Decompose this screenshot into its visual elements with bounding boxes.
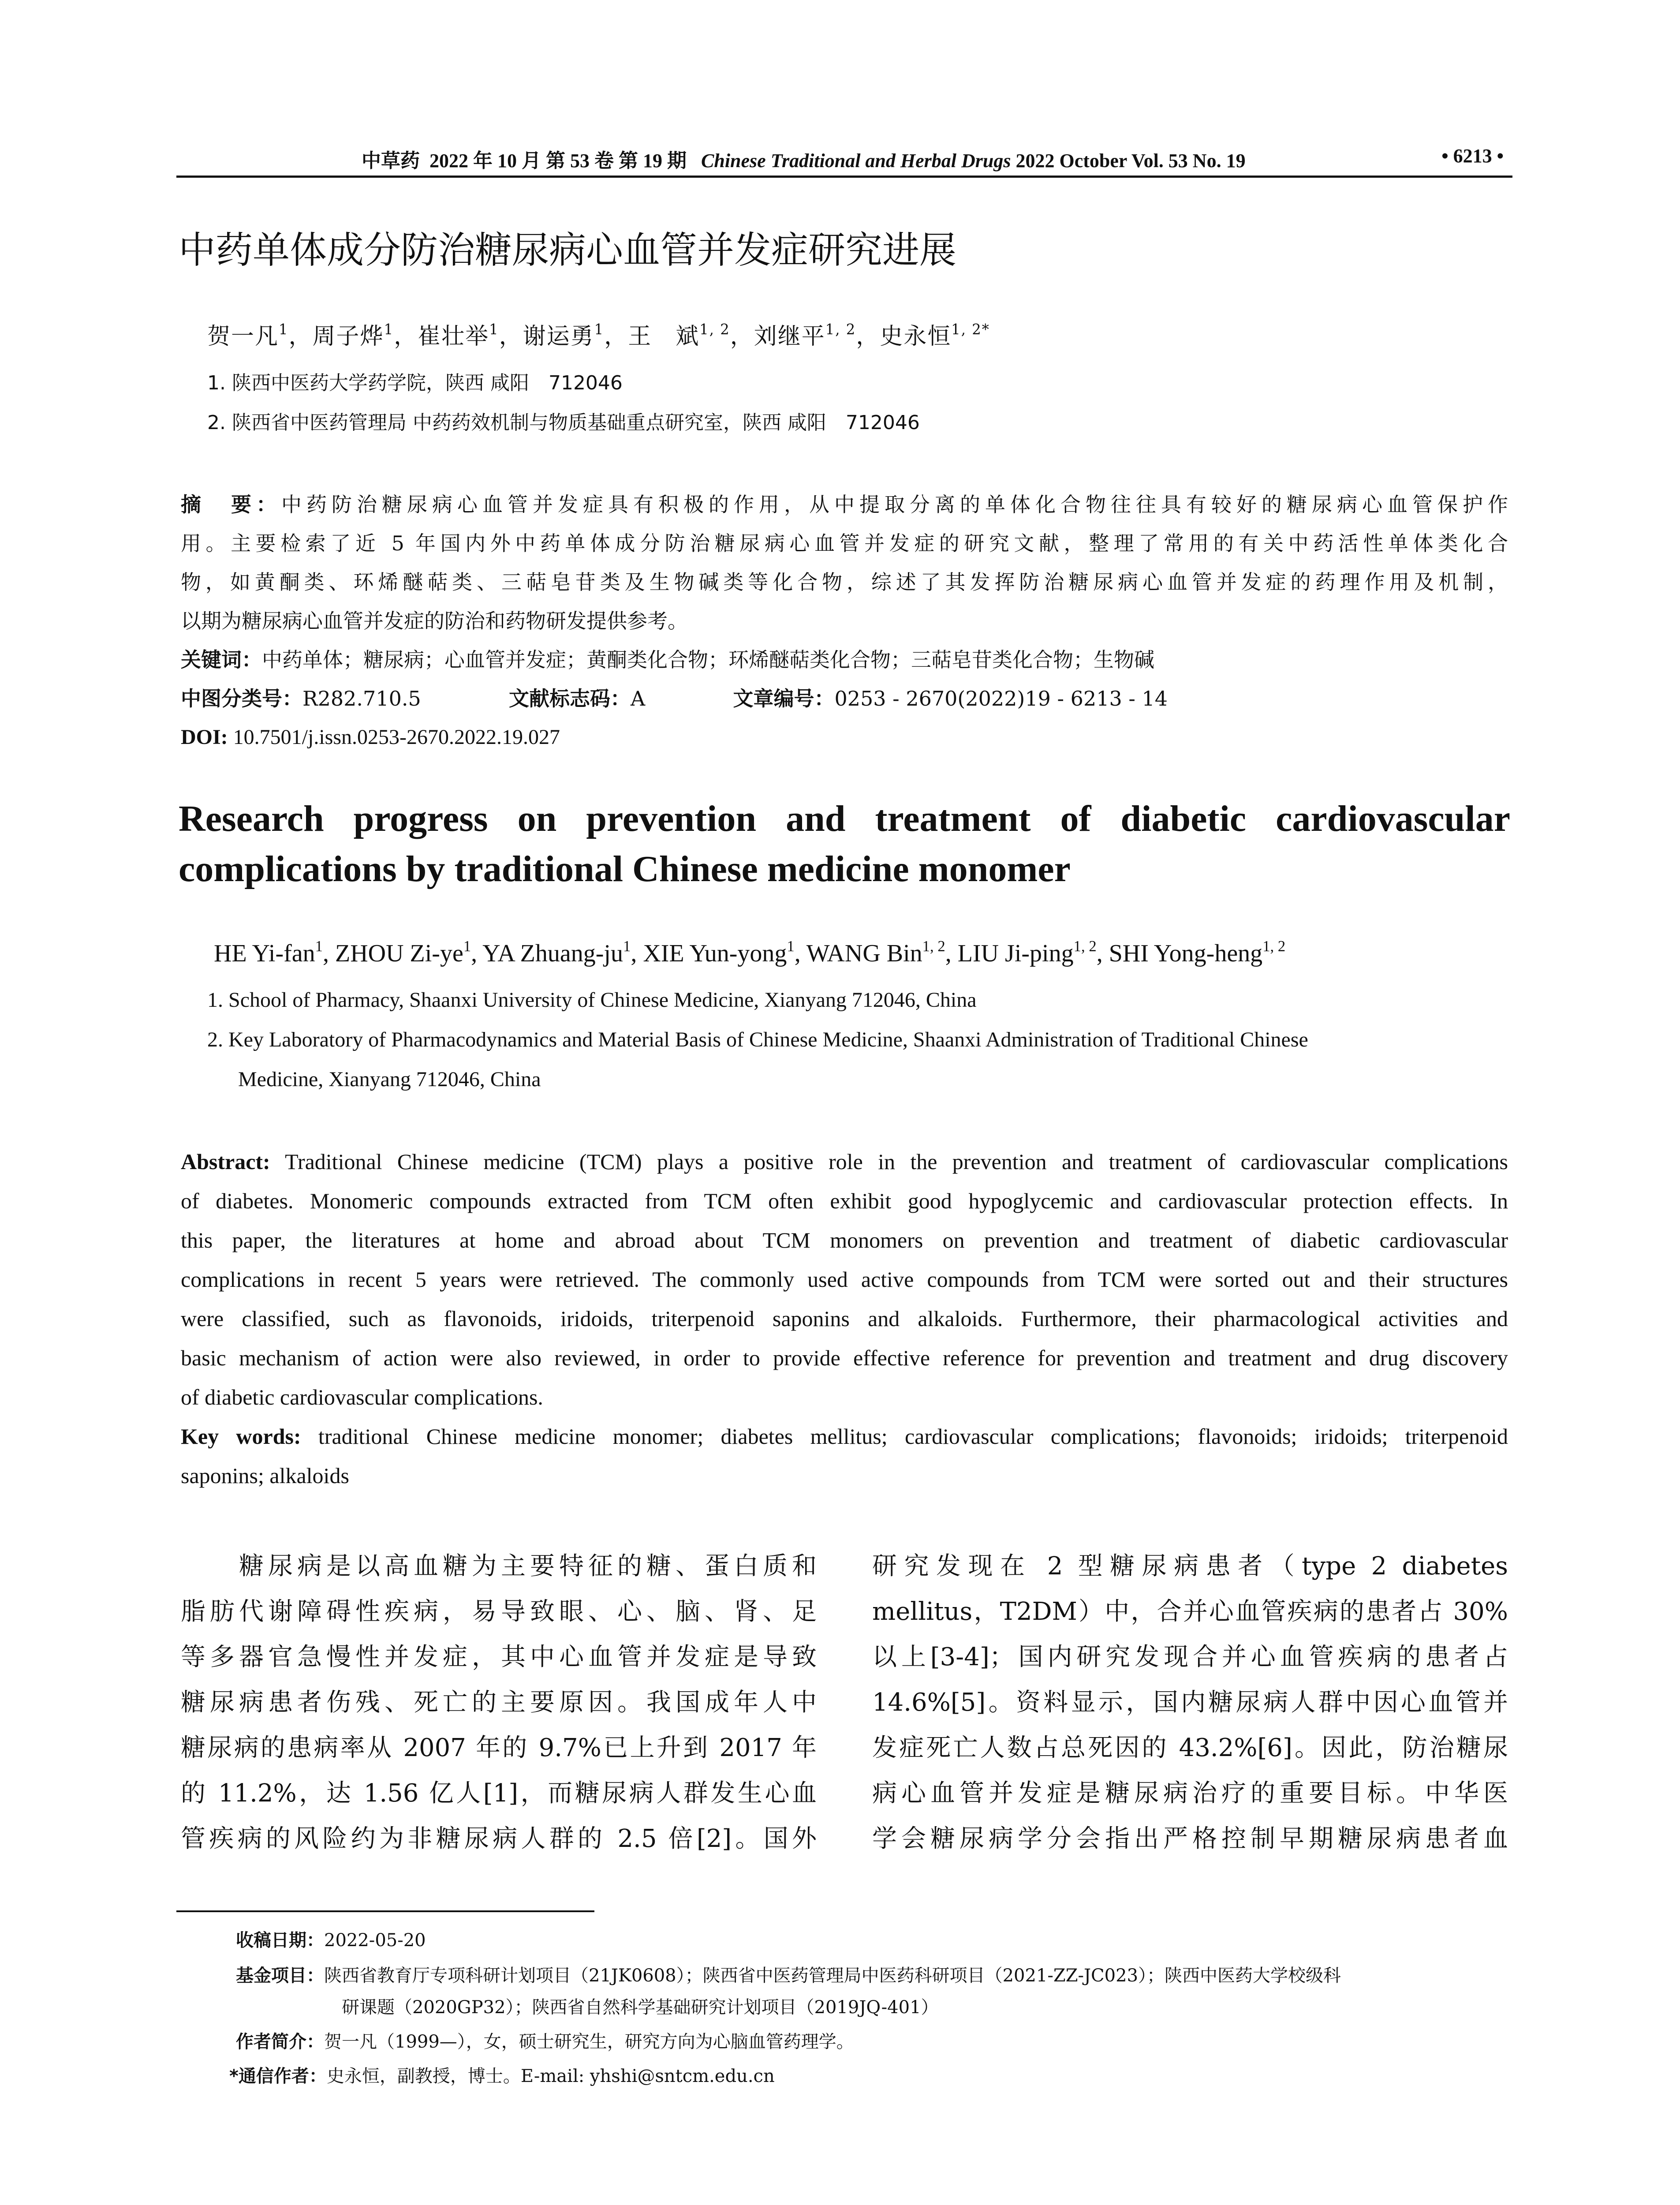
doi-value: 10.7501/j.issn.0253-2670.2022.19.027 xyxy=(233,725,560,749)
footnote-corresponding: *通信作者：史永恒，副教授，博士。E-mail: yhshi@sntcm.edu.cn xyxy=(229,2066,775,2086)
running-header xyxy=(176,140,1512,171)
abstract-cn-line: 以期为糖尿病心血管并发症的防治和药物研发提供参考。 xyxy=(181,609,688,633)
author-en-2: ZHOU $Zi-ye^1$ xyxy=(335,937,471,967)
body-line: 发症死亡人数占总死因的 43.2%[6]。因此，防治糖尿 xyxy=(872,1734,1508,1762)
authors-en: HE Yi-fan$^1$, ZHOU $Zi-ye^1$, YA Zhuang-$ju^1$, XIE Yun-yong$^1$, WANG Bin$^{1, 2}$, LIU Ji-ping$^{1, 2}$, SHI Yong-heng$^{1, 2}$ xyxy=(214,937,1286,967)
body-line: 以上[3-4]；国内研究发现合并心血管疾病的患者占 xyxy=(872,1643,1508,1671)
article-number: 文章编号：0253 - 2670(2022)19 - 6213 - 14 xyxy=(733,687,1168,710)
abstract-cn-label: 摘 要： xyxy=(181,493,281,516)
abstract-cn xyxy=(181,485,1508,640)
author-en-3: YA Zhuang-$ju^1$ xyxy=(482,937,631,967)
author-cn-6: 刘继平$^{1, 2}$ xyxy=(754,321,856,350)
issue-en: 2022 October Vol. 53 No. 19 xyxy=(1015,150,1246,172)
keywords-cn: 关键词：中药单体；糖尿病；心血管并发症；黄酮类化合物；环烯醚萜类化合物；三萜皂苷类化合物；生物碱 xyxy=(181,648,1154,672)
author-en-7: SHI Yong-heng$^{1, 2}$ xyxy=(1109,937,1286,967)
document-code: 文献标志码：A xyxy=(509,687,646,710)
keywords-en-line: saponins; alkaloids xyxy=(181,1463,349,1488)
author-en-4: XIE Yun-yong$^1$ xyxy=(643,937,795,967)
abstract-en-line: of diabetes. Monomeric compounds extracted from TCM often exhibit good hypoglycemic and cardiovascular protection effects. In xyxy=(181,1188,1508,1213)
body-line: 管疾病的风险约为非糖尿病人群的 2.5 倍[2]。国外 xyxy=(181,1824,817,1853)
author-cn-7: 史永恒$^{1, 2*}$ xyxy=(880,321,990,350)
header-rule xyxy=(176,176,1512,178)
keywords-en-label: Key words: xyxy=(181,1424,301,1449)
abstract-en-line: basic mechanism of action were also reviewed, in order to provide effective reference for prevention and treatment and drug discovery xyxy=(181,1345,1508,1370)
classification-line xyxy=(181,679,1508,718)
body-column-left xyxy=(181,1544,817,1861)
footnote-author: 作者简介：贺一凡（1999—），女，硕士研究生，研究方向为心脑血管药理学。 xyxy=(236,2032,854,2052)
abstract-en-line: of diabetic cardiovascular complications. xyxy=(181,1385,543,1409)
author-cn-4: 谢运勇$^1$ xyxy=(523,321,605,350)
keywords-en-line: Key words: traditional Chinese medicine monomer; diabetes mellitus; cardiovascular complications; flavonoids; iridoids; triterpenoid xyxy=(181,1424,1508,1449)
header-citation xyxy=(362,145,1246,173)
abstract-cn-line: 用。主要检索了近 5 年国内外中药单体成分防治糖尿病心血管并发症的研究文献，整理了常用的有关中药活性单体类化合 xyxy=(181,531,1508,555)
author-en-1: HE Yi-fan$^1$ xyxy=(214,937,323,967)
issue-cn: 2022 年 10 月 第 53 卷 第 19 期 xyxy=(429,150,687,172)
body-line: 的 11.2%，达 1.56 亿人[1]，而糖尿病人群发生心血 xyxy=(181,1779,817,1808)
footnote-received: 收稿日期：2022-05-20 xyxy=(236,1930,426,1951)
footnote-fund-cont: 研课题（2020GP32）；陕西省自然科学基础研究计划项目（2019JQ-401） xyxy=(342,1997,939,2018)
journal-name-en: Chinese Traditional and Herbal Drugs xyxy=(701,150,1011,172)
body-line: 糖尿病患者伤残、死亡的主要原因。我国成年人中 xyxy=(181,1688,817,1717)
footnote-fund: 基金项目：陕西省教育厅专项科研计划项目（21JK0608）；陕西省中医药管理局中医药科研项目（2021-ZZ-JC023）；陕西中医药大学校级科 xyxy=(236,1966,1341,1986)
affiliation-en-2: 2. Key Laboratory of Pharmacodynamics and Material Basis of Chinese Medicine, Shaanxi Administration of Traditional Chinese xyxy=(207,1028,1308,1051)
abstract-cn-line: 摘 要：中药防治糖尿病心血管并发症具有积极的作用，从中提取分离的单体化合物往往具有较好的糖尿病心血管保护作 xyxy=(181,493,1508,516)
clc-number: 中图分类号：R282.710.5 xyxy=(181,687,421,710)
author-en-6: LIU Ji-ping$^{1, 2}$ xyxy=(957,937,1097,967)
body-line: 研究发现在 2 型糖尿病患者（type 2 diabetes xyxy=(872,1552,1508,1581)
abstract-en-label: Abstract: xyxy=(181,1149,270,1174)
journal-name-cn: 中草药 xyxy=(362,149,420,172)
abstract-en xyxy=(181,1142,1508,1495)
affiliation-en-2-cont: Medicine, Xianyang 712046, China xyxy=(238,1068,541,1091)
authors-cn: 贺一凡$^1$，周子烨$^1$，崔壮举$^1$，谢运勇$^1$，王 斌$^{1, 2}$，刘继平$^{1, 2}$，史永恒$^{1, 2*}$ xyxy=(207,321,990,350)
body-line: 病心血管并发症是糖尿病治疗的重要目标。中华医 xyxy=(872,1779,1508,1808)
body-line: 脂肪代谢障碍性疾病，易导致眼、心、脑、肾、足 xyxy=(181,1597,817,1626)
body-line: 等多器官急慢性并发症，其中心血管并发症是导致 xyxy=(181,1643,817,1671)
body-line: 糖尿病的患病率从 2007 年的 9.7%已上升到 2017 年 xyxy=(181,1734,817,1762)
body-line: 糖尿病是以高血糖为主要特征的糖、蛋白质和 xyxy=(181,1552,817,1581)
doi-label: DOI: xyxy=(181,725,228,749)
abstract-cn-line: 物，如黄酮类、环烯醚萜类、三萜皂苷类及生物碱类等化合物，综述了其发挥防治糖尿病心血管并发症的药理作用及机制， xyxy=(181,570,1508,594)
affiliation-cn-1: 1. 陕西中医药大学药学院，陕西 咸阳 712046 xyxy=(207,372,623,394)
body-line: 学会糖尿病学分会指出严格控制早期糖尿病患者血 xyxy=(872,1824,1508,1853)
body-line: 14.6%[5]。资料显示，国内糖尿病人群中因心血管并 xyxy=(872,1688,1508,1717)
affiliation-en-1: 1. School of Pharmacy, Shaanxi University of Chinese Medicine, Xianyang 712046, China xyxy=(207,988,977,1012)
author-cn-5: 王 斌$^{1, 2}$ xyxy=(628,321,730,350)
abstract-en-line: this paper, the literatures at home and abroad about TCM monomers on prevention and treatment of diabetic cardiovascular xyxy=(181,1228,1508,1252)
title-cn: 中药单体成分防治糖尿病心血管并发症研究进展 xyxy=(179,228,957,272)
footnote-rule xyxy=(176,1910,594,1912)
body-line: mellitus，T2DM）中，合并心血管疾病的患者占 30% xyxy=(872,1597,1508,1626)
page-number: • 6213 • xyxy=(1441,145,1504,167)
author-en-5: WANG Bin$^{1, 2}$ xyxy=(806,937,945,967)
abstract-en-line: complications in recent 5 years were retrieved. The commonly used active compounds from TCM were sorted out and their structures xyxy=(181,1267,1508,1292)
author-cn-3: 崔壮举$^1$ xyxy=(418,321,499,350)
title-en: Research progress on prevention and treatment of diabetic cardiovascular complications by traditional Chinese medicine monomer xyxy=(179,798,1510,889)
abstract-en-line: were classified, such as flavonoids, iridoids, triterpenoid saponins and alkaloids. Furthermore, their pharmacological activities and xyxy=(181,1306,1508,1331)
doi xyxy=(181,718,1508,757)
abstract-en-line: Abstract: Traditional Chinese medicine (TCM) plays a positive role in the prevention and treatment of cardiovascular complications xyxy=(181,1149,1508,1174)
author-cn-1: 贺一凡$^1$ xyxy=(207,321,289,350)
affiliation-cn-2: 2. 陕西省中医药管理局 中药药效机制与物质基础重点研究室，陕西 咸阳 712046 xyxy=(207,411,920,434)
author-cn-2: 周子烨$^1$ xyxy=(312,321,394,350)
body-column-right xyxy=(872,1544,1508,1861)
keywords-cn-label: 关键词： xyxy=(181,648,262,672)
